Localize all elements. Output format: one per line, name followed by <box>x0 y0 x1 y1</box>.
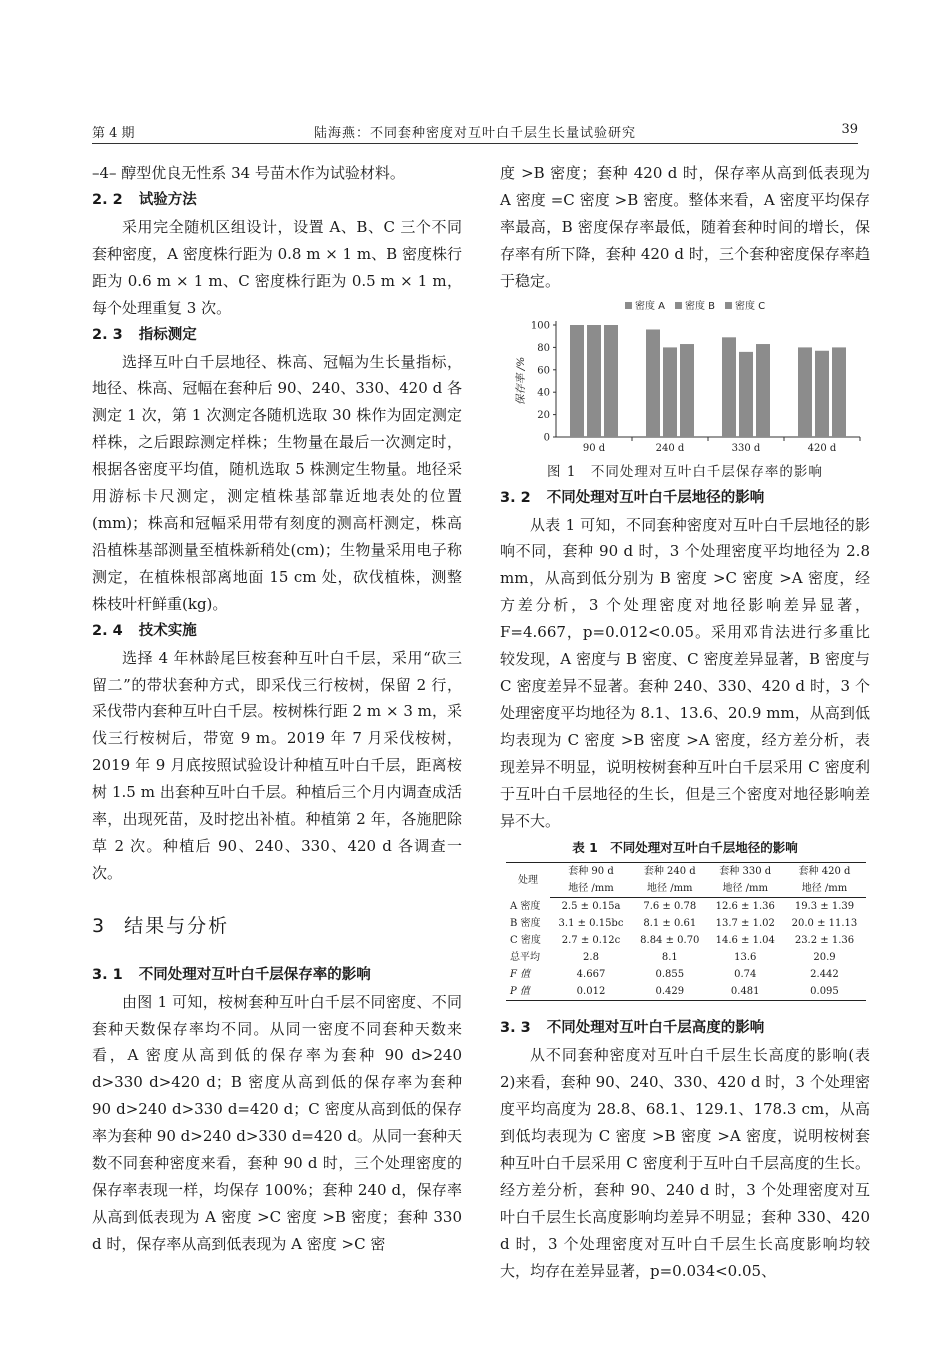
section-heading-2-3: 2. 3 指标测定 <box>92 326 197 343</box>
row-label: A 密度 <box>510 901 541 913</box>
section-heading-3-2: 3. 2 不同处理对互叶白千层地径的影响 <box>500 489 765 506</box>
table-row <box>506 983 866 1001</box>
y-tick-label: 60 <box>537 364 550 376</box>
paragraph: 选择 4 年林龄尾巨桉套种互叶白千层，采用“砍三留二”的带状套种方式，即采伐三行桉树，保留 2 行，采伐带内套种互叶白千层。桉树株行距 2 m × 3 m，采伐三行桉树后，带宽 9 m。2019 年 7 月采伐桉树，2019 年 9 月底按照试验设计种植互叶白千层，距离桉树 1.5 m 出套种互叶白千层。种植后三个月内调查成活率，出现死苗，及时挖出补植。种植第 2 年，各施肥除草 2 次。种植后 90、240、330、420 d 各调查一次。 <box>92 648 462 882</box>
table-cell: 0.74 <box>734 969 757 981</box>
paragraph: 由图 1 可知，桉树套种互叶白千层不同密度、不同套种天数保存率均不同。从同一密度不同套种天数来看，A 密度从高到低的保存率为套种 90 d>240 d>330 d>420 d；B 密度从高到低的保存率为套种 90 d>240 d>330 d=420 d；C 密度从高到低的保存率为套种 90 d>240 d>330 d=420 d。从同一套种天数不同套种密度来看，套种 90 d 时，三个处理密度的保存率表现一样，均保存 100%；套种 240 d，保存率从高到低表现为 A 密度 >C 密度 >B 密度；套种 330 d 时，保存率从高到低表现为 A 密度 >C 密 <box>92 992 462 1253</box>
bar <box>663 347 677 437</box>
table-row <box>506 949 866 966</box>
table-cell: 20.9 <box>813 952 836 964</box>
y-tick-label: 40 <box>537 387 550 399</box>
table-cell: 0.095 <box>783 983 866 1001</box>
table-1 <box>506 862 866 1001</box>
col-header: 套种 330 d <box>708 863 783 881</box>
row-label: C 密度 <box>510 935 541 947</box>
col-header: 套种 240 d <box>632 863 707 881</box>
bar-chart <box>500 297 870 457</box>
col-header: 套种 90 d <box>550 863 632 881</box>
row-label: P 值 <box>506 983 550 1001</box>
bar <box>604 325 618 437</box>
table-cell: 4.667 <box>576 969 606 981</box>
y-tick-label: 0 <box>543 432 550 444</box>
row-label: F 值 <box>510 969 531 981</box>
table-cell: 19.3 ± 1.39 <box>794 901 855 913</box>
table-cell: 2.7 ± 0.12c <box>561 935 621 947</box>
table-cell: 8.84 ± 0.70 <box>640 935 700 947</box>
legend-swatch <box>725 302 732 309</box>
col-subheader: 地径 /mm <box>708 880 783 898</box>
bar <box>570 325 584 437</box>
y-tick-label: 20 <box>537 409 550 421</box>
x-tick-label: 90 d <box>582 442 606 454</box>
issue-label: 第 4 期 <box>92 126 135 141</box>
bar <box>722 337 736 437</box>
table-cell: 0.429 <box>632 983 707 1001</box>
table-row <box>506 966 866 983</box>
paragraph: 从表 1 可知，不同套种密度对互叶白千层地径的影响不同，套种 90 d 时，3 个处理密度平均地径为 2.8 mm，从高到低分别为 B 密度 >C 密度 >A 密度，经方差分析，3 个处理密度对地径影响差异显著，F=4.667，p=0.012<0.05。采用邓肯法进行多重比较发现，A 密度与 B 密度、C 密度差异显著，B 密度与 C 密度差异不显著。套种 240、330、420 d 时，3 个处理密度平均地径为 8.1、13.6、20.9 mm，从高到低均表现为 C 密度 >B 密度 >A 密度，经方差分析，表现差异不明显，说明桉树套种互叶白千层采用 C 密度利于互叶白千层地径的生长，但是三个密度对地径影响差异不大。 <box>500 515 870 830</box>
left-column <box>92 160 462 1258</box>
section-heading-2-2: 2. 2 试验方法 <box>92 191 197 208</box>
table-row <box>506 915 866 932</box>
x-tick-label: 420 d <box>807 442 837 454</box>
header-rule <box>92 143 858 144</box>
bar <box>756 344 770 437</box>
table-cell: 0.481 <box>708 983 783 1001</box>
paragraph: 采用完全随机区组设计，设置 A、B、C 三个不同套种密度，A 密度株行距为 0.8 m × 1 m、B 密度株行距为 0.6 m × 1 m、C 密度株行距为 0.5 m × 1 m，每个处理重复 3 次。 <box>92 217 462 317</box>
section-heading-3: 3 结果与分析 <box>92 914 230 937</box>
table-cell: 0.855 <box>655 969 685 981</box>
running-title: 陆海燕：不同套种密度对互叶白千层生长量试验研究 <box>313 126 636 141</box>
table-cell: 2.8 <box>583 952 599 964</box>
table-cell: 8.1 <box>661 952 678 964</box>
table-cell: 8.1 ± 0.61 <box>643 918 697 930</box>
bar <box>646 329 660 437</box>
figure-caption: 图 1 不同处理对互叶白千层保存率的影响 <box>547 463 823 480</box>
row-label: 总平均 <box>510 952 540 964</box>
table-cell: 2.5 ± 0.15a <box>561 901 621 913</box>
legend-label: 密度 B <box>685 300 716 312</box>
table-row <box>506 898 866 916</box>
col-subheader: 地径 /mm <box>632 880 707 898</box>
paragraph: –4– 醇型优良无性系 34 号苗木作为试验材料。 <box>92 164 405 182</box>
table-cell: 13.7 ± 1.02 <box>715 918 775 930</box>
table-cell: 2.442 <box>810 969 839 981</box>
bar <box>798 347 812 437</box>
right-column <box>500 160 870 1285</box>
col-subheader: 地径 /mm <box>783 880 866 898</box>
col-header: 套种 420 d <box>783 863 866 881</box>
legend-swatch <box>625 302 632 309</box>
paragraph: 选择互叶白千层地径、株高、冠幅为生长量指标，地径、株高、冠幅在套种后 90、240、330、420 d 各测定 1 次，第 1 次测定各随机选取 30 株作为固定测定样株，之后跟踪测定样株；生物量在最后一次测定时，根据各密度平均值，随机选取 5 株测定生物量。地径采用游标卡尺测定，测定植株基部靠近地表处的位置(mm)；株高和冠幅采用带有刻度的测高杆测定，株高沿植株基部测量至植株新稍处(cm)；生物量采用电子称测定，在植株根部离地面 15 cm 处，砍伐植株，测整株枝叶杆鲜重(kg)。 <box>92 352 462 613</box>
col-subheader: 地径 /mm <box>550 880 632 898</box>
bar <box>680 344 694 437</box>
table-row <box>506 932 866 949</box>
table-cell: 14.6 ± 1.04 <box>715 935 775 947</box>
section-heading-3-3: 3. 3 不同处理对互叶白千层高度的影响 <box>500 1020 765 1037</box>
page-number: 39 <box>841 122 858 137</box>
x-tick-label: 240 d <box>655 442 685 454</box>
y-axis-label: 保存率 /% <box>515 356 527 405</box>
legend-swatch <box>675 302 682 309</box>
legend-label: 密度 A <box>635 300 666 312</box>
table-cell: 12.6 ± 1.36 <box>715 901 775 913</box>
running-header <box>92 122 858 142</box>
section-heading-2-4: 2. 4 技术实施 <box>92 622 197 639</box>
bar <box>587 325 601 437</box>
table-cell: 3.1 ± 0.15bc <box>558 918 624 930</box>
paragraph: 度 >B 密度；套种 420 d 时，保存率从高到低表现为 A 密度 =C 密度 >B 密度。整体来看，A 密度平均保存率最高，B 密度保存率最低，随着套种时间的增长，保存率有所下降，套种 420 d 时，三个套种密度保存率趋于稳定。 <box>500 164 870 290</box>
table-caption: 表 1 不同处理对互叶白千层地径的影响 <box>572 840 798 856</box>
table-cell: 23.2 ± 1.36 <box>794 935 855 947</box>
table-cell: 20.0 ± 11.13 <box>791 918 858 930</box>
section-heading-3-1: 3. 1 不同处理对互叶白千层保存率的影响 <box>92 966 371 983</box>
legend-label: 密度 C <box>735 300 766 312</box>
table-corner-header: 处理 <box>506 863 550 898</box>
x-tick-label: 330 d <box>731 442 761 454</box>
paragraph: 从不同套种密度对互叶白千层生长高度的影响(表 2)来看，套种 90、240、330、420 d 时，3 个处理密度平均高度为 28.8、68.1、129.1、178.3 cm，从高到低均表现为 C 密度 >B 密度 >A 密度，说明桉树套种互叶白千层采用 C 密度利于互叶白千层高度的生长。经方差分析，套种 90、240 d 时，3 个处理密度对互叶白千层生长高度影响均差异不明显；套种 330、420 d 时，3 个处理密度对互叶白千层生长高度影响均较大，均存在差异显著，p=0.034<0.05、 <box>500 1046 870 1280</box>
bar <box>832 347 846 437</box>
figure-1-chart <box>500 297 870 457</box>
row-label: B 密度 <box>510 918 541 930</box>
bar <box>739 351 753 436</box>
table-cell: 7.6 ± 0.78 <box>643 901 697 913</box>
y-tick-label: 100 <box>530 320 550 332</box>
y-tick-label: 80 <box>537 342 550 354</box>
table-cell: 13.6 <box>734 952 757 964</box>
bar <box>815 350 829 436</box>
table-cell: 0.012 <box>550 983 632 1001</box>
